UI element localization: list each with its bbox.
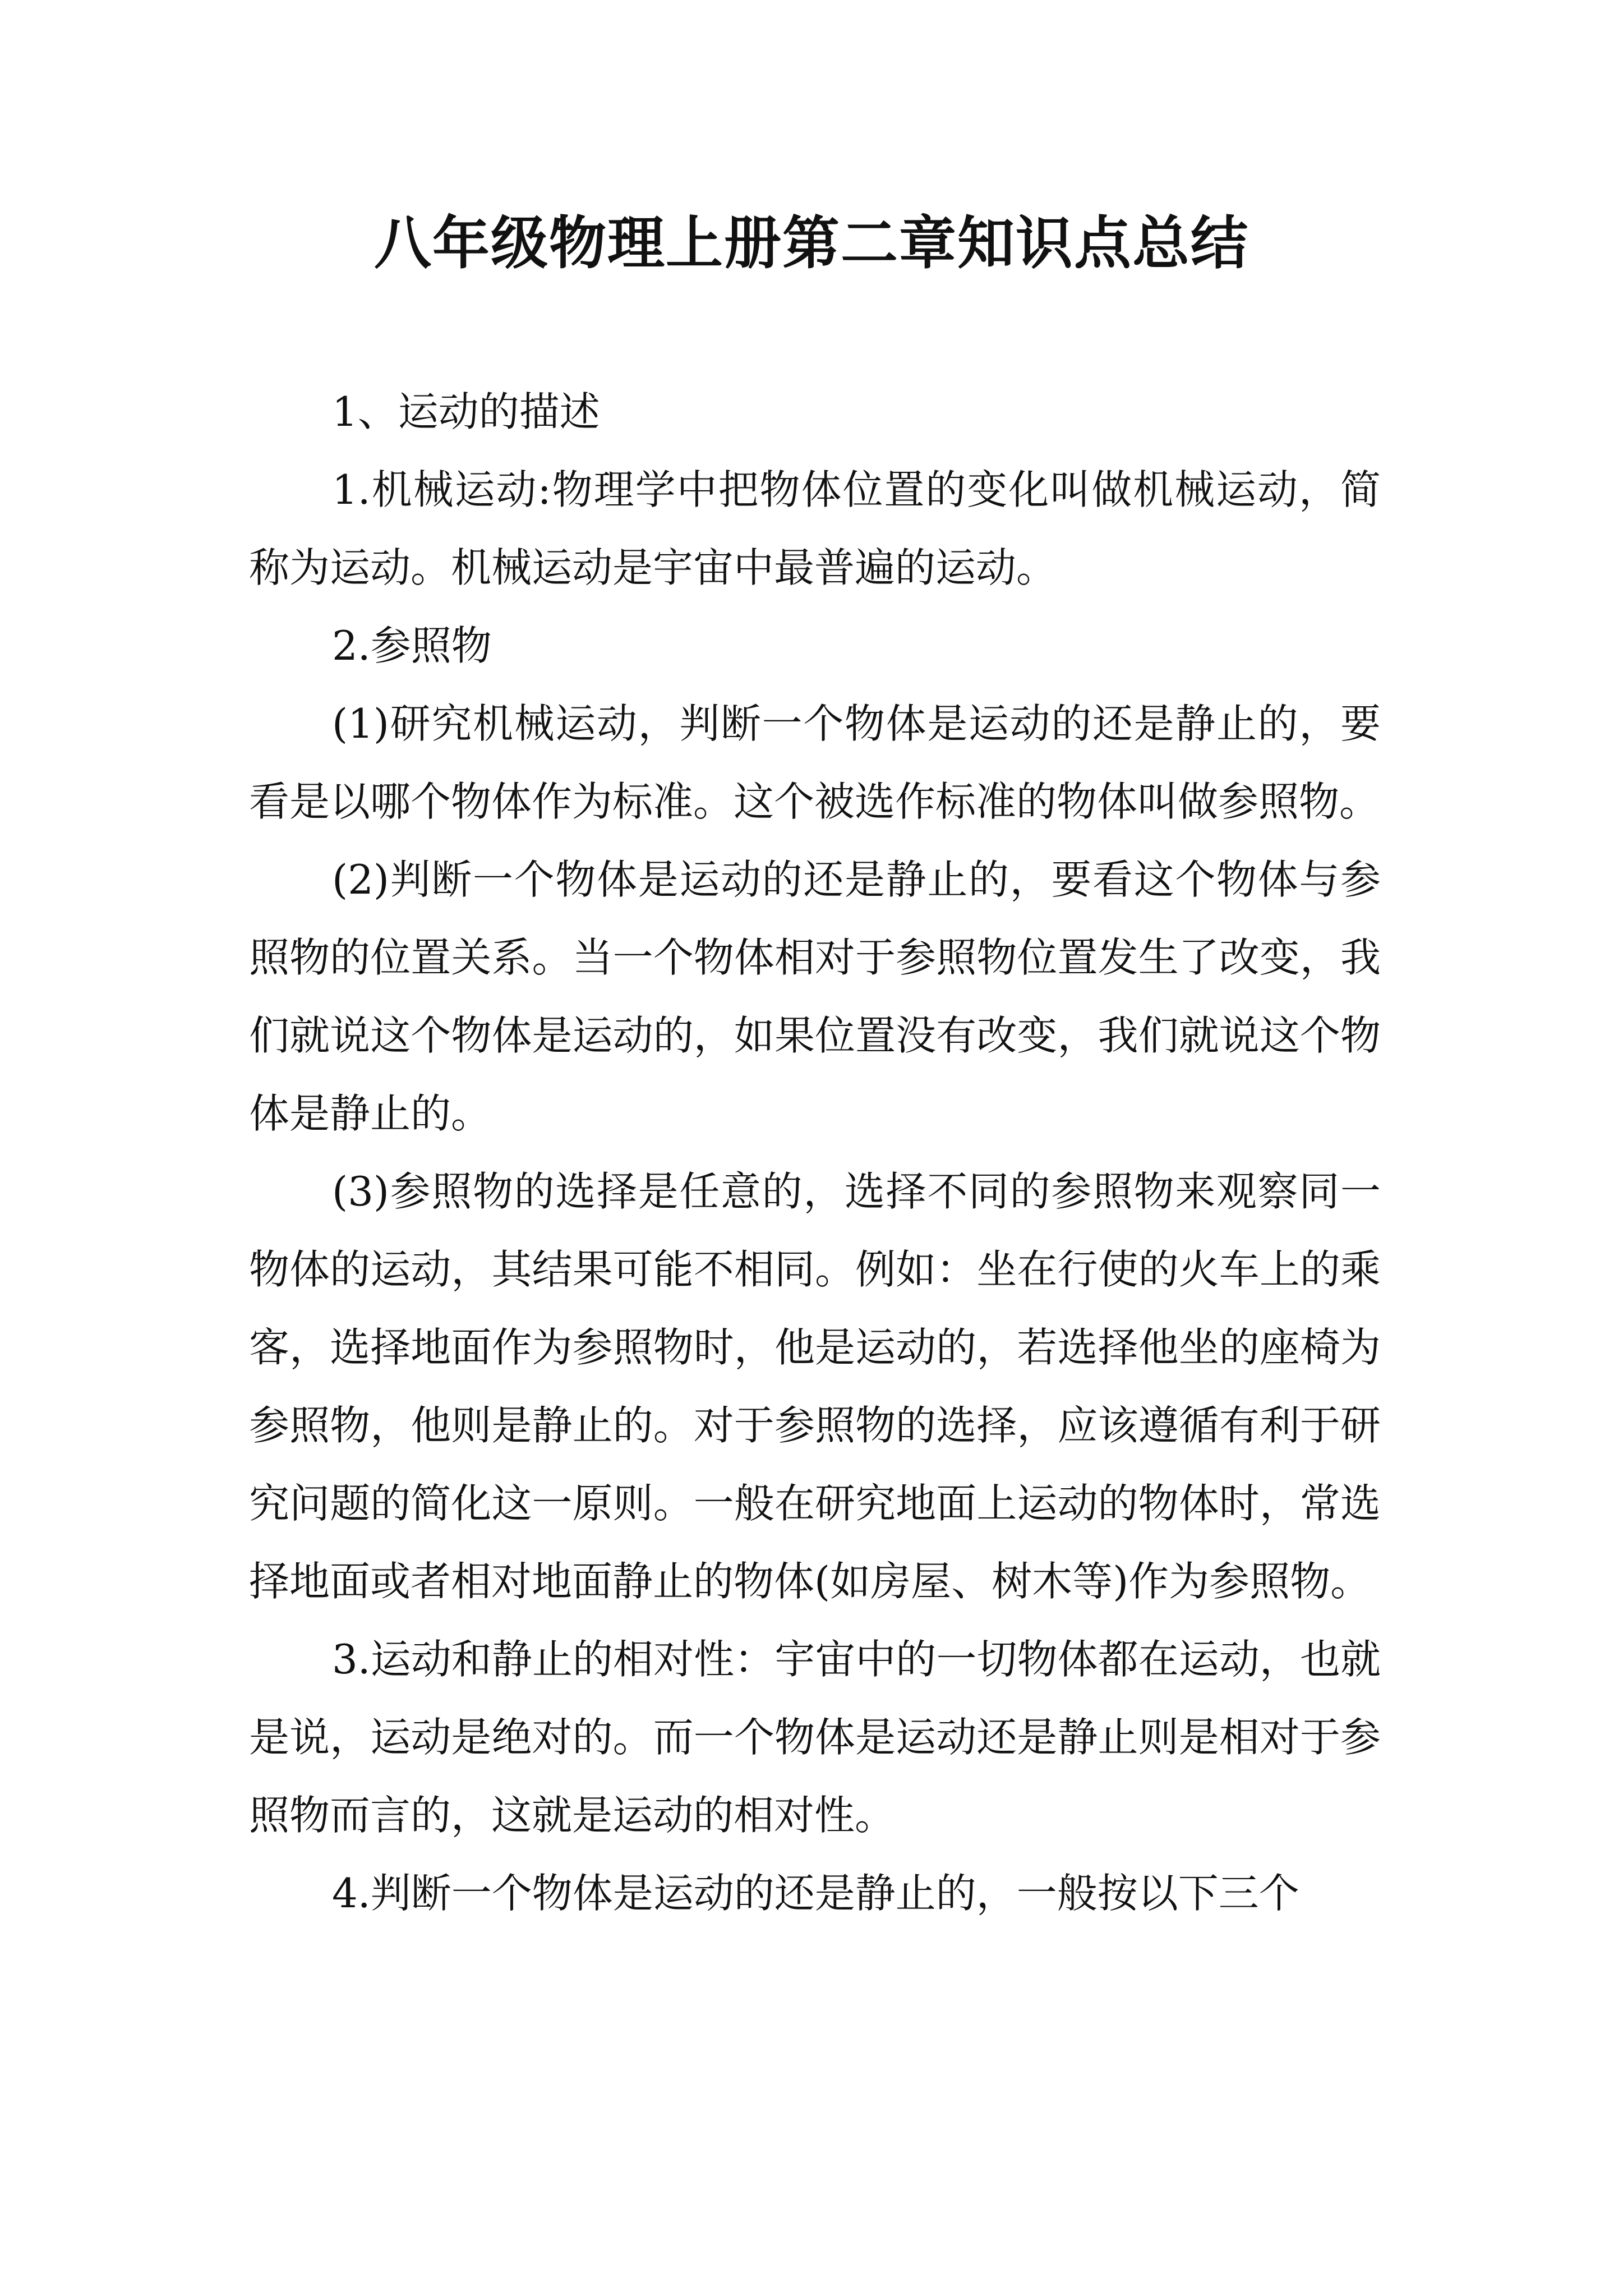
- paragraph-relativity: 3.运动和静止的相对性：宇宙中的一切物体都在运动，也就是说，运动是绝对的。而一个物体是运动还是静止则是相对于参照物而言的，这就是运动的相对性。: [249, 1636, 1381, 1839]
- paragraph-section-heading: 1、运动的描述: [332, 388, 600, 435]
- paragraph-judgement: 4.判断一个物体是运动的还是静止的，一般按以下三个: [332, 1870, 1299, 1917]
- paragraph-reference-object-heading: 2.参照物: [332, 622, 492, 669]
- paragraph-mechanical-motion: 1.机械运动:物理学中把物体位置的变化叫做机械运动，简称为运动。机械运动是宇宙中最普遍的运动。: [249, 466, 1381, 591]
- paragraph-reference-object-3: (3)参照物的选择是任意的，选择不同的参照物来观察同一物体的运动，其结果可能不相同。例如：坐在行使的火车上的乘客，选择地面作为参照物时，他是运动的，若选择他坐的座椅为参照物，他则是静止的。对于参照物的选择，应该遵循有利于研究问题的简化这一原则。一般在研究地面上运动的物体时，常选择地面或者相对地面静止的物体(如房屋、树木等)作为参照物。: [249, 1168, 1381, 1605]
- paragraph-reference-object-1: (1)研究机械运动，判断一个物体是运动的还是静止的，要看是以哪个物体作为标准。这个被选作标准的物体叫做参照物。: [249, 700, 1381, 825]
- document-body: [249, 373, 1381, 1932]
- paragraph-reference-object-2: (2)判断一个物体是运动的还是静止的，要看这个物体与参照物的位置关系。当一个物体相对于参照物位置发生了改变，我们就说这个物体是运动的，如果位置没有改变，我们就说这个物体是静止的。: [249, 856, 1381, 1137]
- document-title: 八年级物理上册第二章知识点总结: [374, 210, 1249, 277]
